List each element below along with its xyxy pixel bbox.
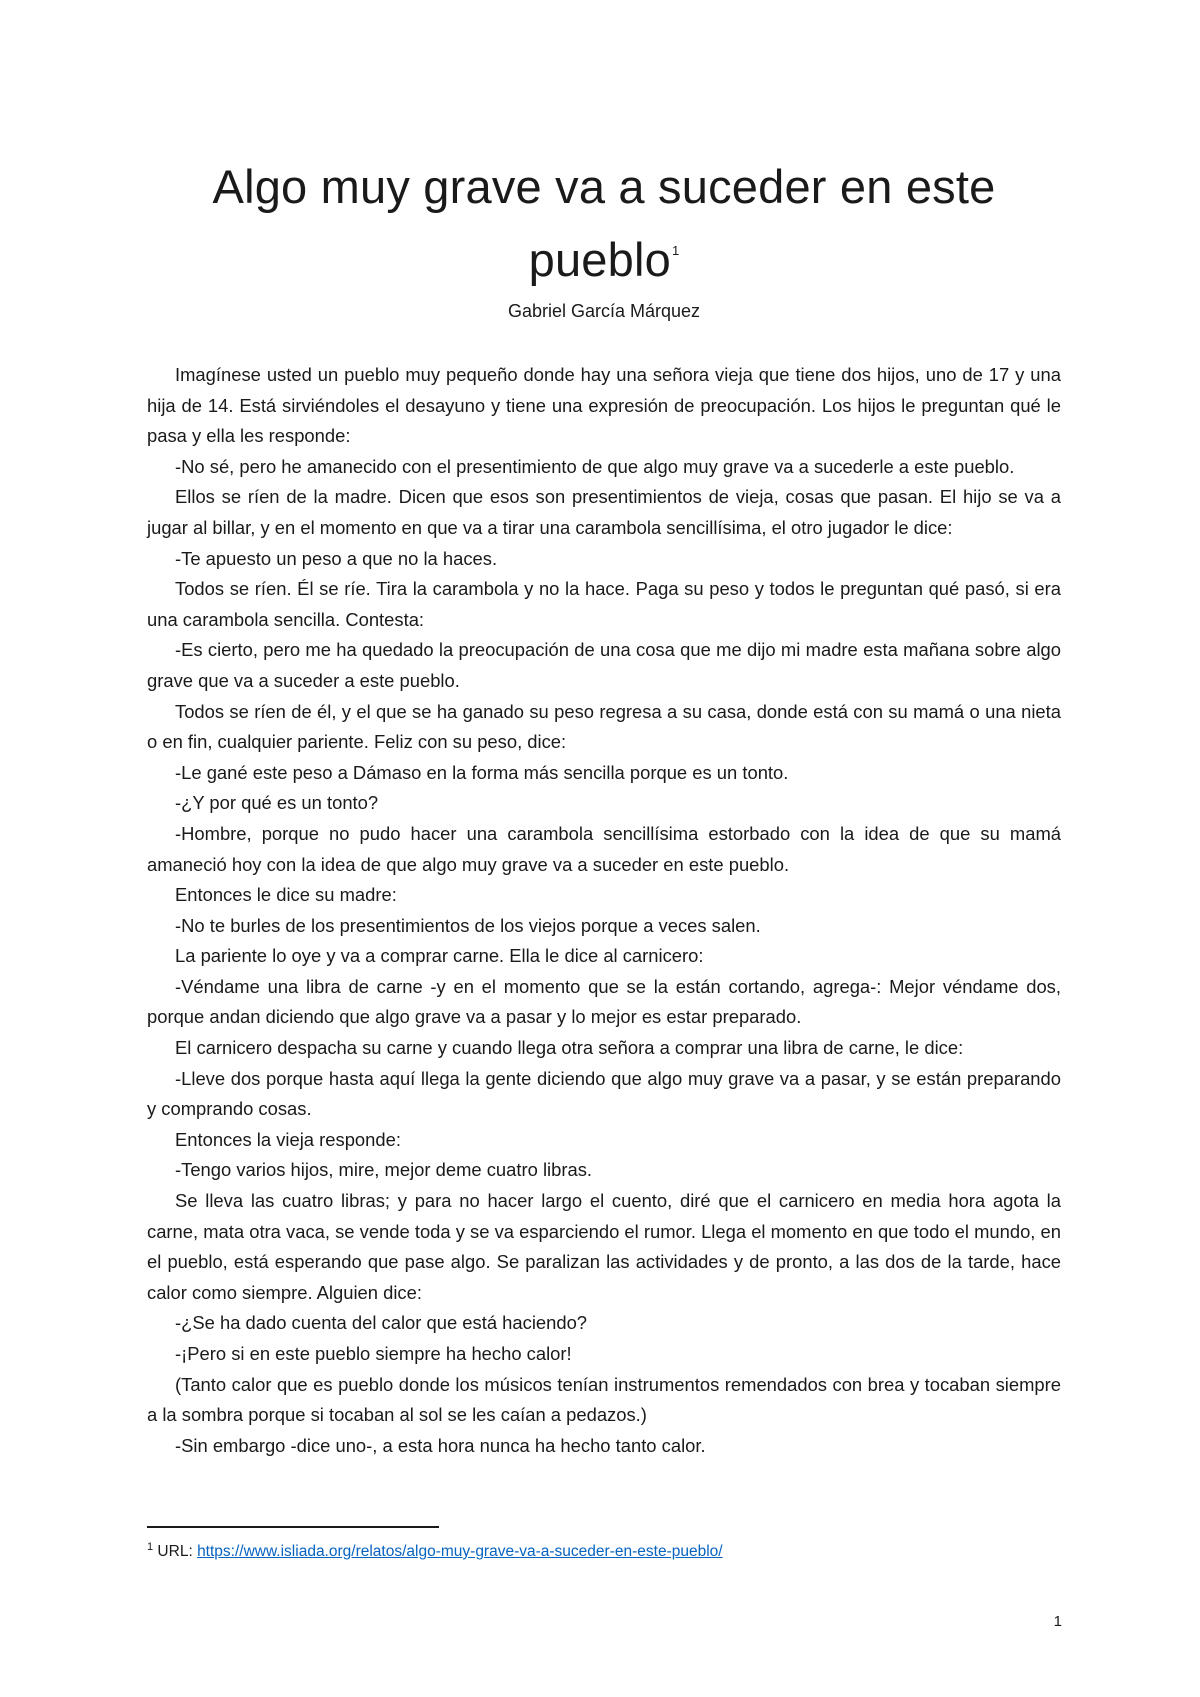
paragraph: La pariente lo oye y va a comprar carne. Ella le dice al carnicero:	[175, 945, 704, 967]
title-footnote-reference[interactable]: 1	[671, 243, 680, 259]
paragraph: -Te apuesto un peso a que no la haces.	[175, 547, 498, 569]
paragraph: -Lleve dos porque hasta aquí llega la gente diciendo que algo muy grave va a pasar, y se están preparando y comprando cosas.	[147, 1067, 1061, 1120]
paragraph: El carnicero despacha su carne y cuando llega otra señora a comprar una libra de carne, le dice:	[175, 1037, 964, 1059]
paragraph: -Es cierto, pero me ha quedado la preocupación de una cosa que me dijo mi madre esta mañana sobre algo grave que va a suceder a este pueblo.	[147, 639, 1061, 691]
paragraph: -Hombre, porque no pudo hacer una carambola sencillísima estorbado con la idea de que su mamá amaneció hoy con la idea de que algo muy grave va a suceder en este pueblo.	[147, 822, 1061, 875]
paragraph: Ellos se ríen de la madre. Dicen que esos son presentimientos de vieja, cosas que pasan. El hijo se va a jugar al billar, y en el momento en que va a tirar una carambola sencillísima, el otro jugador le dice:	[147, 486, 1061, 538]
paragraph: Imagínese usted un pueblo muy pequeño donde hay una señora vieja que tiene dos hijos, uno de 17 y una hija de 14. Está sirviéndoles el desayuno y tiene una expresión de preocupación. Los hijos le preguntan qué le pasa y ella les responde:	[147, 364, 1061, 447]
paragraph: -Véndame una libra de carne -y en el momento que se la están cortando, agrega-: Mejor véndame dos, porque andan diciendo que algo grave va a pasar y lo mejor es estar preparado.	[147, 975, 1061, 1028]
paragraph: Todos se ríen de él, y el que se ha ganado su peso regresa a su casa, donde está con su mamá o una nieta o en fin, cualquier pariente. Feliz con su peso, dice:	[147, 700, 1061, 753]
paragraph: -¿Y por qué es un tonto?	[175, 792, 379, 814]
paragraph: Todos se ríen. Él se ríe. Tira la carambola y no la hace. Paga su peso y todos le preguntan qué pasó, si era una carambola sencilla. Contesta:	[147, 578, 1061, 630]
paragraph: -Le gané este peso a Dámaso en la forma más sencilla porque es un tonto.	[175, 761, 789, 783]
paragraph: Entonces le dice su madre:	[175, 884, 397, 906]
footnote-separator	[147, 1526, 439, 1528]
story-body	[147, 360, 1061, 1461]
title-line-2: pueblo	[528, 233, 671, 286]
paragraph: -¿Se ha dado cuenta del calor que está haciendo?	[175, 1312, 588, 1334]
paragraph: -No te burles de los presentimientos de los viejos porque a veces salen.	[175, 914, 761, 936]
paragraph: Se lleva las cuatro libras; y para no hacer largo el cuento, diré que el carnicero en media hora agota la carne, mata otra vaca, se vende toda y se va esparciendo el rumor. Llega el momento en que todo el mundo, en el pueblo, está esperando que pase algo. Se paralizan las actividades y de pronto, a las dos de la tarde, hace calor como siempre. Alguien dice:	[147, 1190, 1061, 1303]
footnote-mark: 1	[147, 1540, 154, 1553]
paragraph: Entonces la vieja responde:	[175, 1128, 401, 1150]
paragraph: -¡Pero si en este pueblo siempre ha hecho calor!	[175, 1343, 572, 1364]
paragraph: -Sin embargo -dice uno-, a esta hora nunca ha hecho tanto calor.	[175, 1434, 706, 1456]
paragraph: -No sé, pero he amanecido con el presentimiento de que algo muy grave va a sucederle a este pueblo.	[175, 455, 1015, 477]
document-title	[147, 150, 1061, 296]
title-block	[147, 150, 1061, 296]
footnote-label: URL:	[153, 1543, 198, 1560]
footnote	[147, 1540, 1061, 1564]
paragraph: (Tanto calor que es pueblo donde los músicos tenían instrumentos remendados con brea y tocaban siempre a la sombra porque si tocaban al sol se les caían a pedazos.)	[147, 1373, 1061, 1426]
page-number: 1	[1053, 1613, 1062, 1630]
author-name: Gabriel García Márquez	[507, 301, 701, 321]
footnote-url-link[interactable]: https://www.isliada.org/relatos/algo-muy-grave-va-a-suceder-en-este-pueblo/	[197, 1543, 723, 1560]
paragraph: -Tengo varios hijos, mire, mejor deme cuatro libras.	[175, 1159, 593, 1181]
title-line-1: Algo muy grave va a suceder en este	[212, 160, 996, 213]
